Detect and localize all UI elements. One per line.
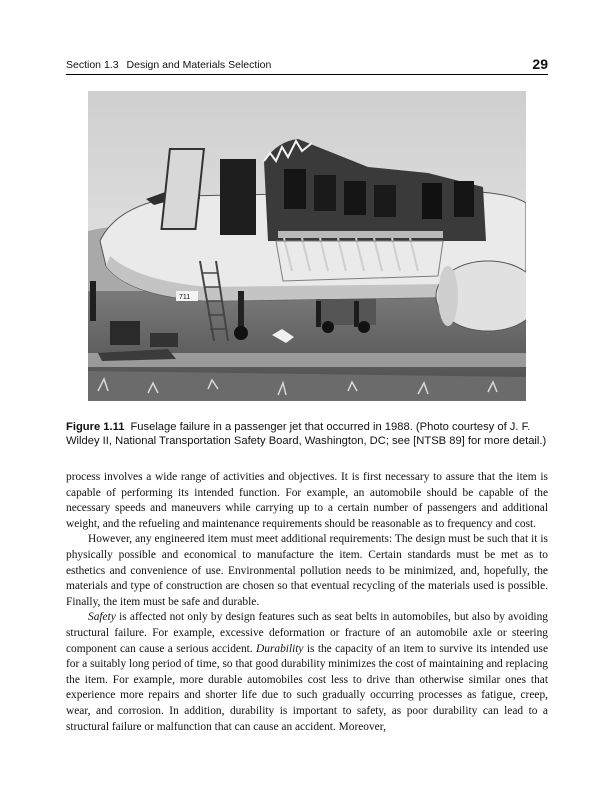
figure-caption bbox=[66, 421, 548, 448]
figure-label: Figure 1.11 bbox=[66, 421, 125, 433]
figure-caption-text: Fuselage failure in a passenger jet that occurred in 1988. (Photo courtesy of J. F. Wildey II, National Transportation Safety Board, Washington, DC; see [NTSB 89] for more detail.) bbox=[66, 421, 547, 447]
term-safety: Safety bbox=[88, 611, 116, 624]
paragraph-2: However, any engineered item must meet additional requirements: The design must be such that it is physically possible and economical to manufacture the item. Certain standards must be met as to esthetics and convenience of use. Environmental pollution needs to be minimized, and, hopefully, the materials and type of construction are chosen so that eventual recycling of the materials used is possible. Finally, the item must be safe and durable. bbox=[66, 533, 548, 608]
aircraft-marking: 711 bbox=[179, 294, 191, 301]
paragraph-1: process involves a wide range of activities and objectives. It is first necessary to assure that the item is capable of performing its intended function. For example, an automobile should be capable of the necessary speeds and maneuvers while carrying up to a certain number of passengers and additional weight, and the refueling and maintenance requirements should be reasonable as to frequency and cost. bbox=[66, 471, 548, 530]
section-title: Design and Materials Selection bbox=[126, 59, 272, 71]
section-heading bbox=[66, 59, 271, 71]
fuselage-failure-photo bbox=[88, 91, 526, 401]
paragraph-3-part-b: is the capacity of an item to survive its intended use for a suitably long period of time, so that good durability minimizes the cost of maintaining and replacing the item. For example, more durable automobiles cost less to drive than otherwise similar ones that experience more repairs and shorter life due to such gradually occurring processes as fatigue, creep, wear, and corrosion. In addition, durability is important to safety, as poor durability can lead to a structural failure or malfunction that can cause an accident. Moreover, bbox=[66, 642, 549, 733]
running-header bbox=[66, 58, 548, 75]
paragraph-3-part-a: is affected not only by design features such as seat belts in automobiles, but also by avoiding structural failure. For example, excessive deformation or fracture of an automobile axle or steering component can cause a serious accident. bbox=[66, 611, 548, 655]
page-number: 29 bbox=[532, 56, 548, 72]
paragraph-3 bbox=[66, 610, 548, 735]
figure-photo bbox=[88, 91, 526, 401]
section-number: Section 1.3 bbox=[66, 59, 119, 71]
term-durability: Durability bbox=[256, 642, 304, 655]
body-text bbox=[66, 470, 548, 735]
